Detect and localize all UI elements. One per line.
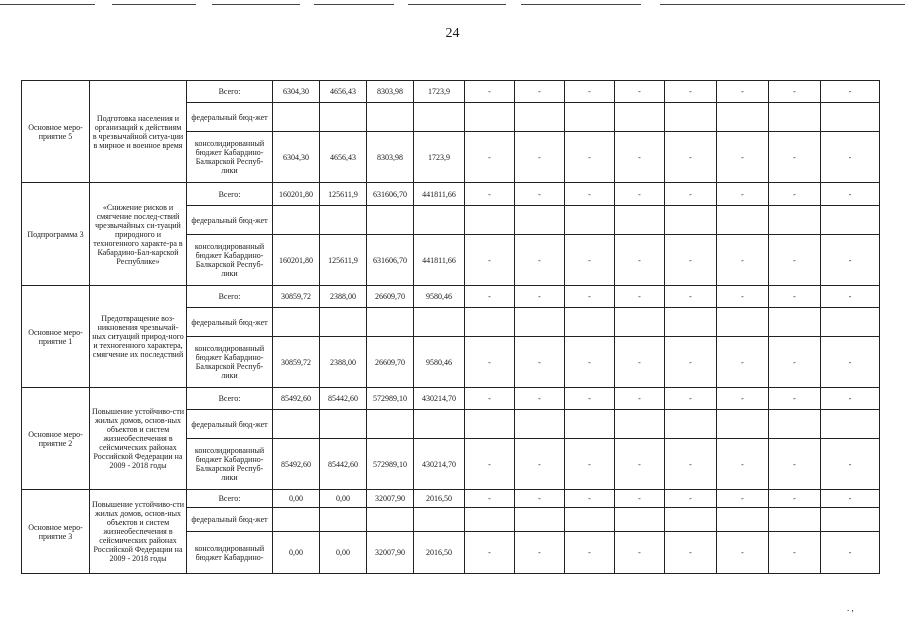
measure-description: Повышение устойчиво-сти жилых домов, основ-ных объектов и систем жизнеобеспечения в сейсмических районах Российской Федерации на 2009 - 2018 годы	[90, 388, 187, 490]
empty-year-cell: -	[717, 183, 769, 206]
empty-year-cell: -	[717, 286, 769, 308]
funding-source: Всего:	[187, 183, 273, 206]
empty-year-cell: -	[615, 388, 665, 410]
empty-year-cell: -	[769, 235, 821, 286]
funding-source: федеральный бюд-жет	[187, 410, 273, 439]
empty-year-cell: -	[515, 235, 565, 286]
empty-year-cell	[665, 103, 717, 132]
funding-source: консолидированный бюджет Кабардино-Балкарской Респуб-лики	[187, 132, 273, 183]
amount-cell	[273, 410, 320, 439]
empty-year-cell: -	[515, 132, 565, 183]
empty-year-cell	[465, 206, 515, 235]
amount-cell: 0,00	[273, 532, 320, 574]
empty-year-cell	[717, 103, 769, 132]
empty-year-cell: -	[465, 132, 515, 183]
funding-source: Всего:	[187, 286, 273, 308]
amount-cell: 6304,30	[273, 132, 320, 183]
measure-name: Основное меро-приятие 2	[22, 388, 90, 490]
empty-year-cell	[769, 410, 821, 439]
empty-year-cell	[565, 308, 615, 337]
top-rule	[112, 4, 196, 5]
amount-cell: 2016,50	[414, 490, 465, 508]
amount-cell	[414, 308, 465, 337]
amount-cell	[367, 508, 414, 532]
empty-year-cell: -	[769, 532, 821, 574]
empty-year-cell: -	[615, 286, 665, 308]
empty-year-cell: -	[565, 532, 615, 574]
amount-cell: 9580,46	[414, 337, 465, 388]
amount-cell	[320, 103, 367, 132]
empty-year-cell	[821, 308, 880, 337]
amount-cell: 30859,72	[273, 337, 320, 388]
empty-year-cell: -	[615, 439, 665, 490]
empty-year-cell: -	[717, 132, 769, 183]
amount-cell: 85442,60	[320, 388, 367, 410]
empty-year-cell: -	[769, 490, 821, 508]
budget-table	[21, 80, 880, 574]
empty-year-cell: -	[717, 235, 769, 286]
empty-year-cell	[565, 103, 615, 132]
empty-year-cell: -	[515, 490, 565, 508]
funding-source: консолидированный бюджет Кабардино-Балкарской Респуб-лики	[187, 439, 273, 490]
empty-year-cell	[465, 410, 515, 439]
empty-year-cell: -	[665, 235, 717, 286]
empty-year-cell: -	[769, 337, 821, 388]
budget-table-body	[22, 81, 880, 574]
empty-year-cell	[717, 308, 769, 337]
amount-cell: 2016,50	[414, 532, 465, 574]
empty-year-cell	[615, 508, 665, 532]
empty-year-cell	[515, 508, 565, 532]
funding-source: консолидированный бюджет Кабардино-	[187, 532, 273, 574]
empty-year-cell: -	[769, 183, 821, 206]
empty-year-cell: -	[769, 286, 821, 308]
measure-name: Основное меро-приятие 1	[22, 286, 90, 388]
empty-year-cell	[821, 508, 880, 532]
empty-year-cell	[821, 410, 880, 439]
amount-cell: 4656,43	[320, 132, 367, 183]
amount-cell	[320, 410, 367, 439]
top-rule	[521, 4, 641, 5]
empty-year-cell	[465, 103, 515, 132]
empty-year-cell: -	[465, 337, 515, 388]
amount-cell: 32007,90	[367, 490, 414, 508]
empty-year-cell: -	[615, 532, 665, 574]
empty-year-cell	[615, 103, 665, 132]
funding-source: Всего:	[187, 490, 273, 508]
amount-cell	[273, 103, 320, 132]
empty-year-cell	[565, 508, 615, 532]
empty-year-cell	[465, 508, 515, 532]
measure-description: Подготовка населения и организаций к действиям в чрезвычайной ситуа-ции в мирное и военное время	[90, 81, 187, 183]
funding-source: федеральный бюд-жет	[187, 206, 273, 235]
funding-source: федеральный бюд-жет	[187, 103, 273, 132]
empty-year-cell	[615, 410, 665, 439]
amount-cell: 4656,43	[320, 81, 367, 103]
empty-year-cell: -	[821, 388, 880, 410]
empty-year-cell	[515, 206, 565, 235]
empty-year-cell: -	[465, 235, 515, 286]
funding-source: консолидированный бюджет Кабардино-Балкарской Респуб-лики	[187, 235, 273, 286]
empty-year-cell	[821, 103, 880, 132]
empty-year-cell: -	[515, 439, 565, 490]
amount-cell: 160201,80	[273, 235, 320, 286]
amount-cell: 2388,00	[320, 286, 367, 308]
empty-year-cell: -	[465, 532, 515, 574]
measure-name: Основное меро-приятие 5	[22, 81, 90, 183]
empty-year-cell: -	[665, 81, 717, 103]
amount-cell: 572989,10	[367, 388, 414, 410]
funding-source: Всего:	[187, 388, 273, 410]
empty-year-cell: -	[821, 183, 880, 206]
top-rule	[408, 4, 506, 5]
amount-cell	[367, 206, 414, 235]
empty-year-cell: -	[769, 132, 821, 183]
empty-year-cell: -	[821, 532, 880, 574]
table-row	[22, 490, 880, 508]
empty-year-cell: -	[821, 132, 880, 183]
amount-cell	[367, 410, 414, 439]
amount-cell	[414, 410, 465, 439]
empty-year-cell: -	[565, 388, 615, 410]
empty-year-cell	[515, 410, 565, 439]
amount-cell: 0,00	[320, 532, 367, 574]
amount-cell: 2388,00	[320, 337, 367, 388]
amount-cell	[273, 308, 320, 337]
measure-description: Повышение устойчиво-сти жилых домов, основ-ных объектов и систем жизнеобеспечения в сейсмических районах Российской Федерации на 2009 - 2018 годы	[90, 490, 187, 574]
amount-cell: 9580,46	[414, 286, 465, 308]
amount-cell: 32007,90	[367, 532, 414, 574]
empty-year-cell	[615, 206, 665, 235]
funding-source: федеральный бюд-жет	[187, 308, 273, 337]
amount-cell: 125611,9	[320, 183, 367, 206]
amount-cell: 26609,70	[367, 286, 414, 308]
table-row	[22, 81, 880, 103]
top-rule	[212, 4, 300, 5]
page-number: 24	[445, 26, 460, 41]
empty-year-cell: -	[821, 81, 880, 103]
empty-year-cell: -	[515, 388, 565, 410]
empty-year-cell: -	[565, 490, 615, 508]
amount-cell	[367, 103, 414, 132]
empty-year-cell	[515, 103, 565, 132]
amount-cell	[414, 206, 465, 235]
empty-year-cell: -	[769, 439, 821, 490]
empty-year-cell: -	[665, 337, 717, 388]
empty-year-cell: -	[717, 388, 769, 410]
amount-cell: 85442,60	[320, 439, 367, 490]
empty-year-cell: -	[565, 81, 615, 103]
empty-year-cell: -	[665, 286, 717, 308]
amount-cell	[414, 508, 465, 532]
amount-cell	[273, 206, 320, 235]
empty-year-cell: -	[515, 81, 565, 103]
amount-cell: 631606,70	[367, 183, 414, 206]
amount-cell: 441811,66	[414, 235, 465, 286]
amount-cell: 8303,98	[367, 81, 414, 103]
empty-year-cell	[769, 508, 821, 532]
empty-year-cell: -	[465, 81, 515, 103]
table-row	[22, 286, 880, 308]
empty-year-cell: -	[821, 439, 880, 490]
top-rule	[0, 4, 95, 5]
empty-year-cell: -	[615, 183, 665, 206]
empty-year-cell: -	[821, 235, 880, 286]
empty-year-cell: -	[717, 490, 769, 508]
empty-year-cell: -	[717, 532, 769, 574]
empty-year-cell: -	[615, 132, 665, 183]
amount-cell: 0,00	[320, 490, 367, 508]
amount-cell	[320, 206, 367, 235]
empty-year-cell: -	[615, 490, 665, 508]
empty-year-cell	[769, 308, 821, 337]
empty-year-cell: -	[515, 337, 565, 388]
empty-year-cell: -	[565, 183, 615, 206]
empty-year-cell: -	[465, 286, 515, 308]
empty-year-cell	[515, 308, 565, 337]
empty-year-cell	[465, 308, 515, 337]
amount-cell: 8303,98	[367, 132, 414, 183]
empty-year-cell: -	[465, 439, 515, 490]
amount-cell	[414, 103, 465, 132]
empty-year-cell: -	[565, 132, 615, 183]
empty-year-cell: -	[465, 183, 515, 206]
measure-description: Предотвращение воз-никновения чрезвычай-ных ситуаций природ-ного и техногенного характера, смягчение их последствий	[90, 286, 187, 388]
top-rule	[314, 4, 394, 5]
measure-description: «Снижение рисков и смягчение послед-ствий чрезвычайных си-туаций природного и техногенного характе-ра в Кабардино-Бал-карской Республике»	[90, 183, 187, 286]
amount-cell: 430214,70	[414, 439, 465, 490]
amount-cell: 26609,70	[367, 337, 414, 388]
amount-cell	[320, 308, 367, 337]
empty-year-cell: -	[565, 235, 615, 286]
empty-year-cell: -	[465, 388, 515, 410]
amount-cell: 125611,9	[320, 235, 367, 286]
amount-cell: 30859,72	[273, 286, 320, 308]
table-row	[22, 388, 880, 410]
empty-year-cell: -	[615, 81, 665, 103]
amount-cell	[367, 308, 414, 337]
empty-year-cell: -	[515, 183, 565, 206]
amount-cell: 160201,80	[273, 183, 320, 206]
amount-cell: 85492,60	[273, 439, 320, 490]
amount-cell: 572989,10	[367, 439, 414, 490]
amount-cell: 6304,30	[273, 81, 320, 103]
empty-year-cell	[769, 103, 821, 132]
empty-year-cell: -	[717, 439, 769, 490]
measure-name: Основное меро-приятие 3	[22, 490, 90, 574]
empty-year-cell	[821, 206, 880, 235]
empty-year-cell	[665, 410, 717, 439]
amount-cell: 85492,60	[273, 388, 320, 410]
empty-year-cell: -	[465, 490, 515, 508]
empty-year-cell	[665, 206, 717, 235]
empty-year-cell	[565, 206, 615, 235]
empty-year-cell	[717, 410, 769, 439]
empty-year-cell	[717, 508, 769, 532]
funding-source: консолидированный бюджет Кабардино-Балкарской Респуб-лики	[187, 337, 273, 388]
amount-cell	[273, 508, 320, 532]
empty-year-cell: -	[615, 337, 665, 388]
empty-year-cell: -	[565, 286, 615, 308]
amount-cell	[320, 508, 367, 532]
empty-year-cell: -	[665, 490, 717, 508]
empty-year-cell	[665, 508, 717, 532]
empty-year-cell: -	[717, 337, 769, 388]
empty-year-cell: -	[665, 132, 717, 183]
empty-year-cell: -	[665, 388, 717, 410]
empty-year-cell: -	[515, 532, 565, 574]
empty-year-cell: -	[821, 286, 880, 308]
empty-year-cell	[615, 308, 665, 337]
empty-year-cell: -	[565, 439, 615, 490]
amount-cell: 1723,9	[414, 132, 465, 183]
table-row	[22, 183, 880, 206]
empty-year-cell	[665, 308, 717, 337]
amount-cell: 430214,70	[414, 388, 465, 410]
empty-year-cell: -	[665, 532, 717, 574]
empty-year-cell: -	[769, 81, 821, 103]
empty-year-cell: -	[717, 81, 769, 103]
amount-cell: 1723,9	[414, 81, 465, 103]
top-rule	[660, 4, 905, 5]
empty-year-cell: -	[665, 439, 717, 490]
empty-year-cell	[565, 410, 615, 439]
measure-name: Подпрограмма 3	[22, 183, 90, 286]
funding-source: федеральный бюд-жет	[187, 508, 273, 532]
footer-marks: . ,	[847, 603, 854, 613]
empty-year-cell: -	[821, 490, 880, 508]
empty-year-cell: -	[665, 183, 717, 206]
empty-year-cell: -	[565, 337, 615, 388]
amount-cell: 0,00	[273, 490, 320, 508]
empty-year-cell: -	[515, 286, 565, 308]
amount-cell: 631606,70	[367, 235, 414, 286]
empty-year-cell	[769, 206, 821, 235]
empty-year-cell: -	[615, 235, 665, 286]
empty-year-cell: -	[769, 388, 821, 410]
empty-year-cell	[717, 206, 769, 235]
amount-cell: 441811,66	[414, 183, 465, 206]
funding-source: Всего:	[187, 81, 273, 103]
empty-year-cell: -	[821, 337, 880, 388]
